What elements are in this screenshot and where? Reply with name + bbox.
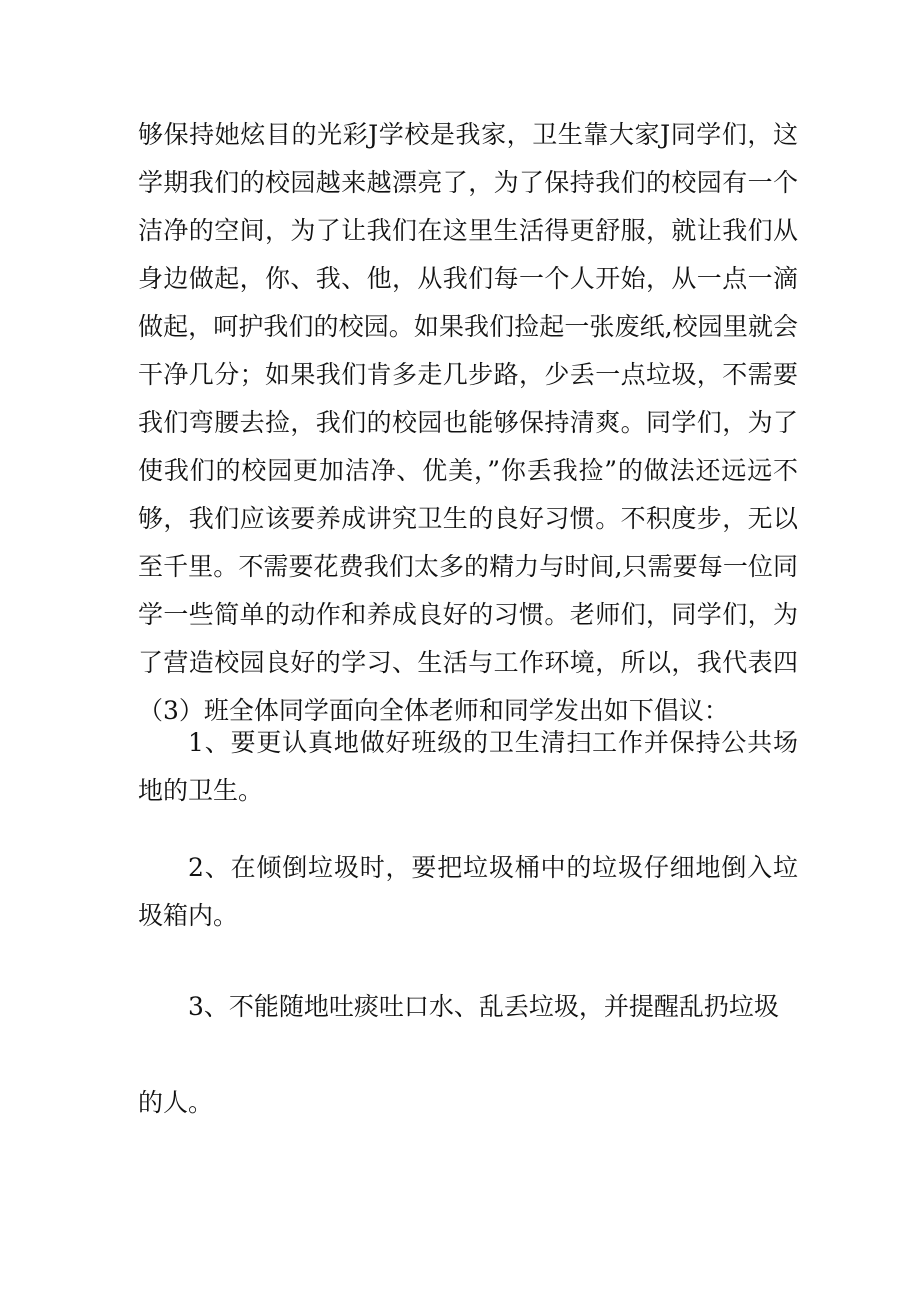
proposal-item-3: 3、不能随地吐痰吐口水、乱丢垃圾，并提醒乱扔垃圾 — [188, 992, 779, 1021]
proposal-item-2: 2、在倾倒垃圾时，要把垃圾桶中的垃圾仔细地倒入垃圾箱内。 — [138, 853, 798, 930]
proposal-item-3-tail: 的人。 — [138, 1088, 214, 1117]
main-paragraph: 够保持她炫目的光彩J学校是我家，卫生靠大家J同学们，这学期我们的校园越来越漂亮了，为了保持我们的校园有一个洁净的空间，为了让我们在这里生活得更舒服，就让我们从身边做起，你、我、他，从我们每一个人开始，从一点一滴做起，呵护我们的校园。如果我们捡起一张废纸,校园里就会干净几分；如果我们肯多走几步路，少丢一点垃圾，不需要我们弯腰去捡，我们的校园也能够保持清爽。同学们，为了使我们的校园更加洁净、优美，”你丢我捡”的做法还远远不够，我们应该要养成讲究卫生的良好习惯。不积度步，无以至千里。不需要花费我们太多的精力与时间,只需要每一位同学一些简单的动作和养成良好的习惯。老师们，同学们，为了营造校园良好的学习、生活与工作环境，所以，我代表四（3）班全体同学面向全体老师和同学发出如下倡议： — [138, 120, 798, 725]
proposal-item-1: 1、要更认真地做好班级的卫生清扫工作并保持公共场地的卫生。 — [138, 728, 798, 805]
